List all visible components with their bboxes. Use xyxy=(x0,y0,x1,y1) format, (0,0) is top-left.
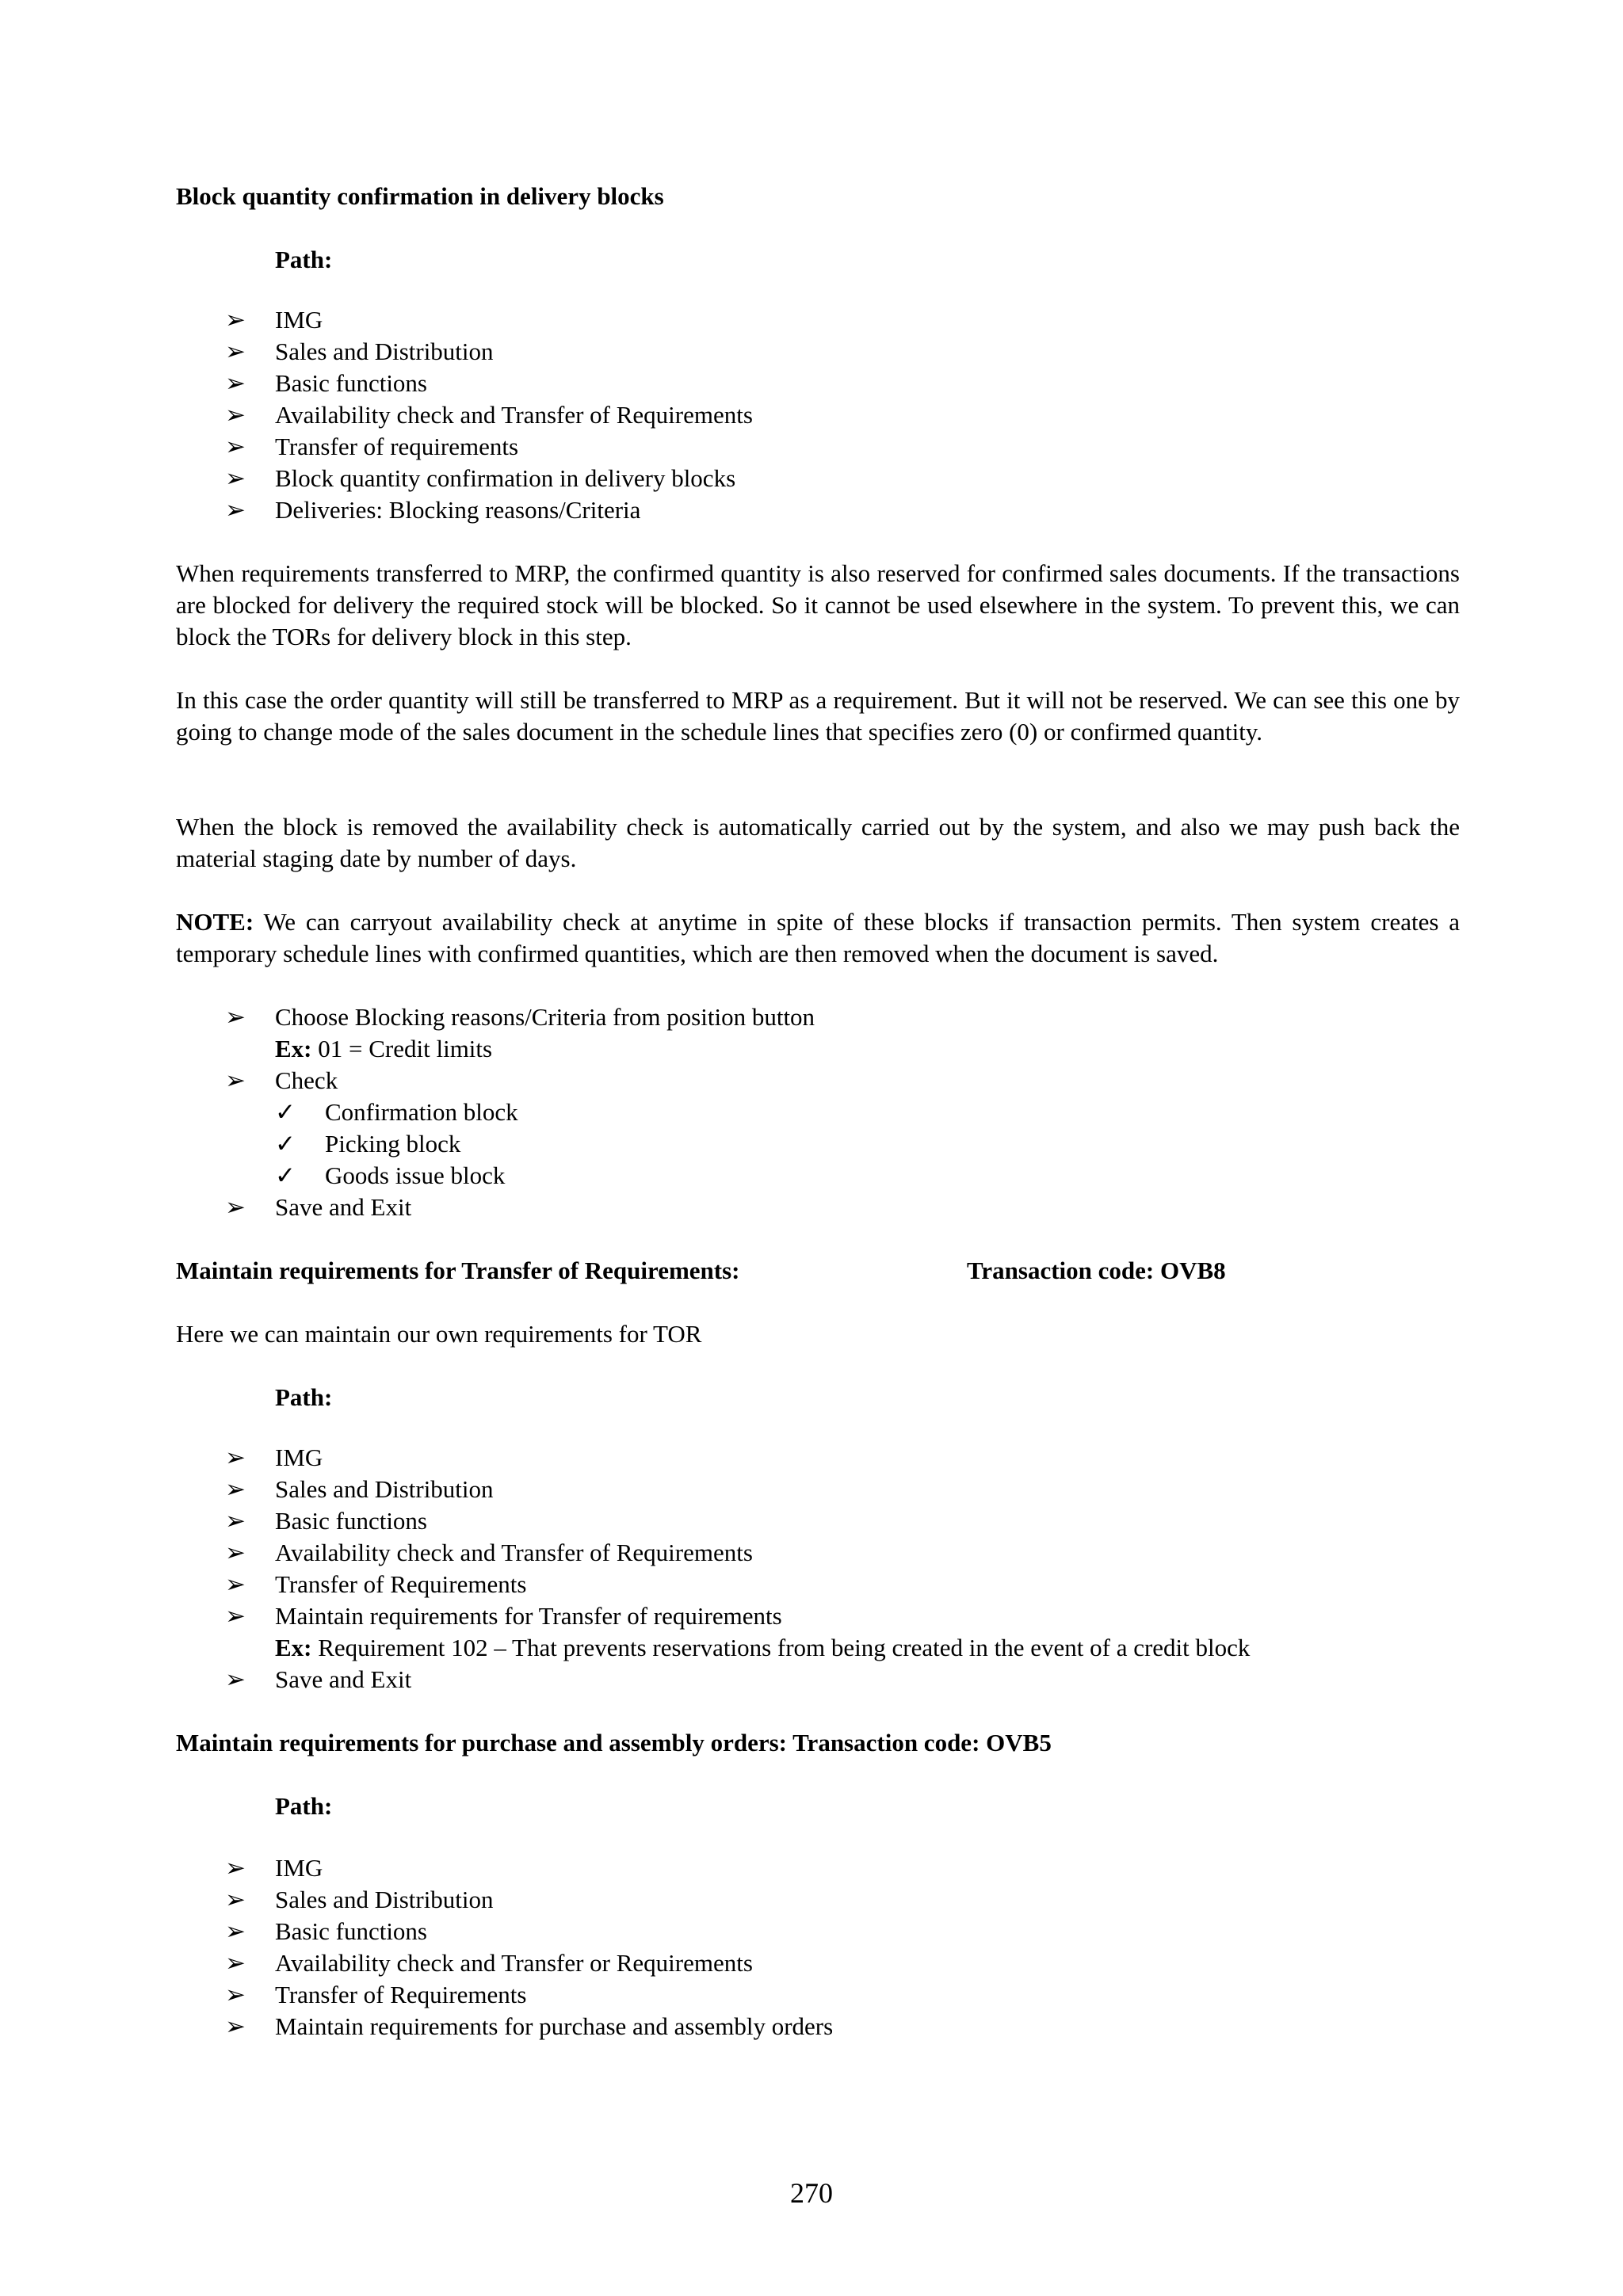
arrow-bullet-icon: ➢ xyxy=(225,1949,246,1977)
list-item: ➢ Choose Blocking reasons/Criteria from position button xyxy=(176,1001,1460,1033)
list-item: ➢ Sales and Distribution xyxy=(176,336,1460,368)
arrow-bullet-icon: ➢ xyxy=(225,1003,246,1031)
section1-path-list xyxy=(176,304,1460,526)
list-item: ➢ Basic functions xyxy=(176,1505,1460,1537)
arrow-bullet-icon: ➢ xyxy=(225,1665,246,1693)
arrow-bullet-icon: ➢ xyxy=(225,464,246,492)
section2-tcode: Transaction code: OVB8 xyxy=(967,1257,1226,1284)
section1-steps xyxy=(176,1001,1460,1223)
section2-path-list xyxy=(176,1442,1460,1695)
section3-title: Maintain requirements for purchase and assembly orders: Transaction code: OVB5 xyxy=(176,1729,1052,1756)
checkmark-icon: ✓ xyxy=(275,1130,296,1158)
list-item: ➢ IMG xyxy=(176,304,1460,336)
arrow-bullet-icon: ➢ xyxy=(225,1475,246,1503)
section3-path-label: Path: xyxy=(275,1792,333,1820)
section1-path-label: Path: xyxy=(275,246,333,273)
arrow-bullet-icon: ➢ xyxy=(225,1886,246,1913)
list-item: ➢ Check xyxy=(176,1065,1460,1097)
paragraph-2: In this case the order quantity will still be transferred to MRP as a requirement. But it will not be reserved. We can see this one by going to change mode of the sales document in the schedule lines that specifies zero (0) or confirmed quantity. xyxy=(176,686,1460,746)
list-item: ➢ Transfer of Requirements xyxy=(176,1979,1460,2011)
arrow-bullet-icon: ➢ xyxy=(225,1602,246,1630)
note-label: NOTE: xyxy=(176,908,254,936)
arrow-bullet-icon: ➢ xyxy=(225,306,246,334)
arrow-bullet-icon: ➢ xyxy=(225,1193,246,1221)
arrow-bullet-icon: ➢ xyxy=(225,1539,246,1566)
section3-path-list xyxy=(176,1852,1460,2042)
arrow-bullet-icon: ➢ xyxy=(225,496,246,524)
arrow-bullet-icon: ➢ xyxy=(225,1570,246,1598)
check-item: ✓ Picking block xyxy=(176,1128,1460,1160)
list-item: ➢ IMG xyxy=(176,1852,1460,1884)
list-item: ➢ Basic functions xyxy=(176,368,1460,399)
list-item: ➢ Block quantity confirmation in delivery blocks xyxy=(176,463,1460,494)
list-item: ➢ Save and Exit xyxy=(176,1664,1460,1695)
arrow-bullet-icon: ➢ xyxy=(225,1854,246,1882)
arrow-bullet-icon: ➢ xyxy=(225,401,246,429)
section2-title: Maintain requirements for Transfer of Requirements: Transaction code: OVB8 xyxy=(176,1255,1460,1287)
list-item: ➢ Sales and Distribution xyxy=(176,1474,1460,1505)
check-item: ✓ Confirmation block xyxy=(176,1097,1460,1128)
list-item: ➢ IMG xyxy=(176,1442,1460,1474)
list-item: ➢ Availability check and Transfer or Requirements xyxy=(176,1947,1460,1979)
example-line: Ex: Requirement 102 – That prevents reservations from being created in the event of a credit block xyxy=(275,1634,1251,1661)
check-item: ✓ Goods issue block xyxy=(176,1160,1460,1192)
arrow-bullet-icon: ➢ xyxy=(225,1507,246,1535)
section1-title: Block quantity confirmation in delivery blocks xyxy=(176,182,664,210)
page-number: 270 xyxy=(790,2177,833,2209)
paragraph-1: When requirements transferred to MRP, the confirmed quantity is also reserved for confirmed sales documents. If the transactions are blocked for delivery the required stock will be blocked. So it cannot be used elsewhere in the system. To prevent this, we can block the TORs for delivery block in this step. xyxy=(176,559,1460,650)
checkmark-icon: ✓ xyxy=(275,1161,296,1189)
checkmark-icon: ✓ xyxy=(275,1098,296,1126)
arrow-bullet-icon: ➢ xyxy=(225,433,246,460)
list-item: ➢ Basic functions xyxy=(176,1916,1460,1947)
example-line: Ex: 01 = Credit limits xyxy=(275,1035,493,1062)
list-item: ➢ Maintain requirements for purchase and assembly orders xyxy=(176,2011,1460,2042)
list-item: ➢ Transfer of Requirements xyxy=(176,1569,1460,1600)
arrow-bullet-icon: ➢ xyxy=(225,1444,246,1471)
list-item: ➢ Transfer of requirements xyxy=(176,431,1460,463)
list-item: ➢ Maintain requirements for Transfer of requirements xyxy=(176,1600,1460,1632)
arrow-bullet-icon: ➢ xyxy=(225,1066,246,1094)
arrow-bullet-icon: ➢ xyxy=(225,369,246,397)
arrow-bullet-icon: ➢ xyxy=(225,1981,246,2008)
section2-intro: Here we can maintain our own requirements for TOR xyxy=(176,1320,702,1348)
note-paragraph xyxy=(176,906,1460,970)
arrow-bullet-icon: ➢ xyxy=(225,338,246,365)
arrow-bullet-icon: ➢ xyxy=(225,1917,246,1945)
list-item: ➢ Sales and Distribution xyxy=(176,1884,1460,1916)
list-item: ➢ Save and Exit xyxy=(176,1192,1460,1223)
list-item: ➢ Availability check and Transfer of Requirements xyxy=(176,399,1460,431)
section2-path-label: Path: xyxy=(275,1383,333,1411)
list-item: ➢ Deliveries: Blocking reasons/Criteria xyxy=(176,494,1460,526)
arrow-bullet-icon: ➢ xyxy=(225,2012,246,2040)
list-item: ➢ Availability check and Transfer of Requirements xyxy=(176,1537,1460,1569)
paragraph-3: When the block is removed the availability check is automatically carried out by the system, and also we may push back the material staging date by number of days. xyxy=(176,813,1460,872)
note-text: We can carryout availability check at anytime in spite of these blocks if transaction permits. Then system creates a temporary schedule lines with confirmed quantities, which are then removed when the document is saved. xyxy=(176,908,1460,967)
